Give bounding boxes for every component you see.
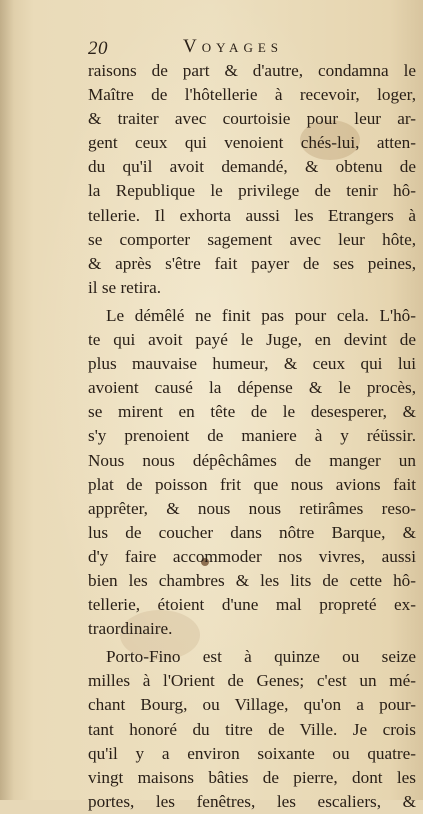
text-line: du qu'il avoit demandé, & obtenu de xyxy=(88,157,416,177)
running-head: Voyages xyxy=(183,36,284,57)
text-line: il se retira. xyxy=(88,277,162,297)
text-line: & traiter avec courtoisie pour leur ar- xyxy=(88,109,416,129)
text-line: chant Bourg, ou Village, qu'on a pour- xyxy=(88,695,416,715)
paragraph xyxy=(88,645,416,814)
page-header xyxy=(88,34,418,62)
text-line: raisons de part & d'autre, condamna le xyxy=(88,61,416,80)
text-line: d'y faire accommoder nos vivres, aussi xyxy=(88,546,416,566)
text-line: Nous nous dépêchâmes de manger un xyxy=(88,450,416,470)
text-line: traordinaire. xyxy=(88,619,173,639)
text-line: tant honoré du titre de Ville. Je crois xyxy=(88,719,416,739)
text-line: milles à l'Orient de Genes; c'est un mé- xyxy=(88,671,416,691)
text-line: tellerie. Il exhorta aussi les Etrangers à xyxy=(88,205,416,225)
text-line: se comporter sagement avec leur hôte, xyxy=(88,229,416,249)
text-line: bien les chambres & les lits de cette hô- xyxy=(88,570,416,590)
text-line: portes, les fenêtres, les escaliers, & xyxy=(88,791,416,811)
text-line: Le démêlé ne finit pas pour cela. L'hô- xyxy=(106,305,416,325)
text-line: tellerie, étoient d'une mal propreté ex- xyxy=(88,595,416,615)
text-line: apprêter, & nous nous retirâmes reso- xyxy=(88,498,416,518)
page-number: 20 xyxy=(88,38,108,59)
text-line: se mirent en tête de le desesperer, & xyxy=(88,402,416,422)
text-line: plus mauvaise humeur, & ceux qui lui xyxy=(88,354,416,374)
text-line: gent ceux qui venoient chés-lui, atten- xyxy=(88,133,416,153)
paragraph xyxy=(88,59,416,300)
text-line: te qui avoit payé le Juge, en devint de xyxy=(88,330,416,350)
text-line: lus de coucher dans nôtre Barque, & xyxy=(88,522,416,542)
gutter-shadow xyxy=(0,0,14,800)
text-line: avoient causé la dépense & le procès, xyxy=(88,378,416,398)
text-line: qu'il y a environ soixante ou quatre- xyxy=(88,743,416,763)
paragraph xyxy=(88,304,416,641)
text-line: la Republique le privilege de tenir hô- xyxy=(88,181,416,201)
text-line: & après s'être fait payer de ses peines, xyxy=(88,253,416,273)
text-line: s'y prenoient de maniere à y réüssir. xyxy=(88,426,416,446)
text-line: Maître de l'hôtellerie à recevoir, loger, xyxy=(88,85,416,105)
text-line: Porto-Fino est à quinze ou seize xyxy=(106,647,416,667)
text-line: vingt maisons bâties de pierre, dont les xyxy=(88,767,416,787)
body-text xyxy=(88,59,416,814)
text-line: plat de poisson frit que nous avions fait xyxy=(88,474,416,494)
